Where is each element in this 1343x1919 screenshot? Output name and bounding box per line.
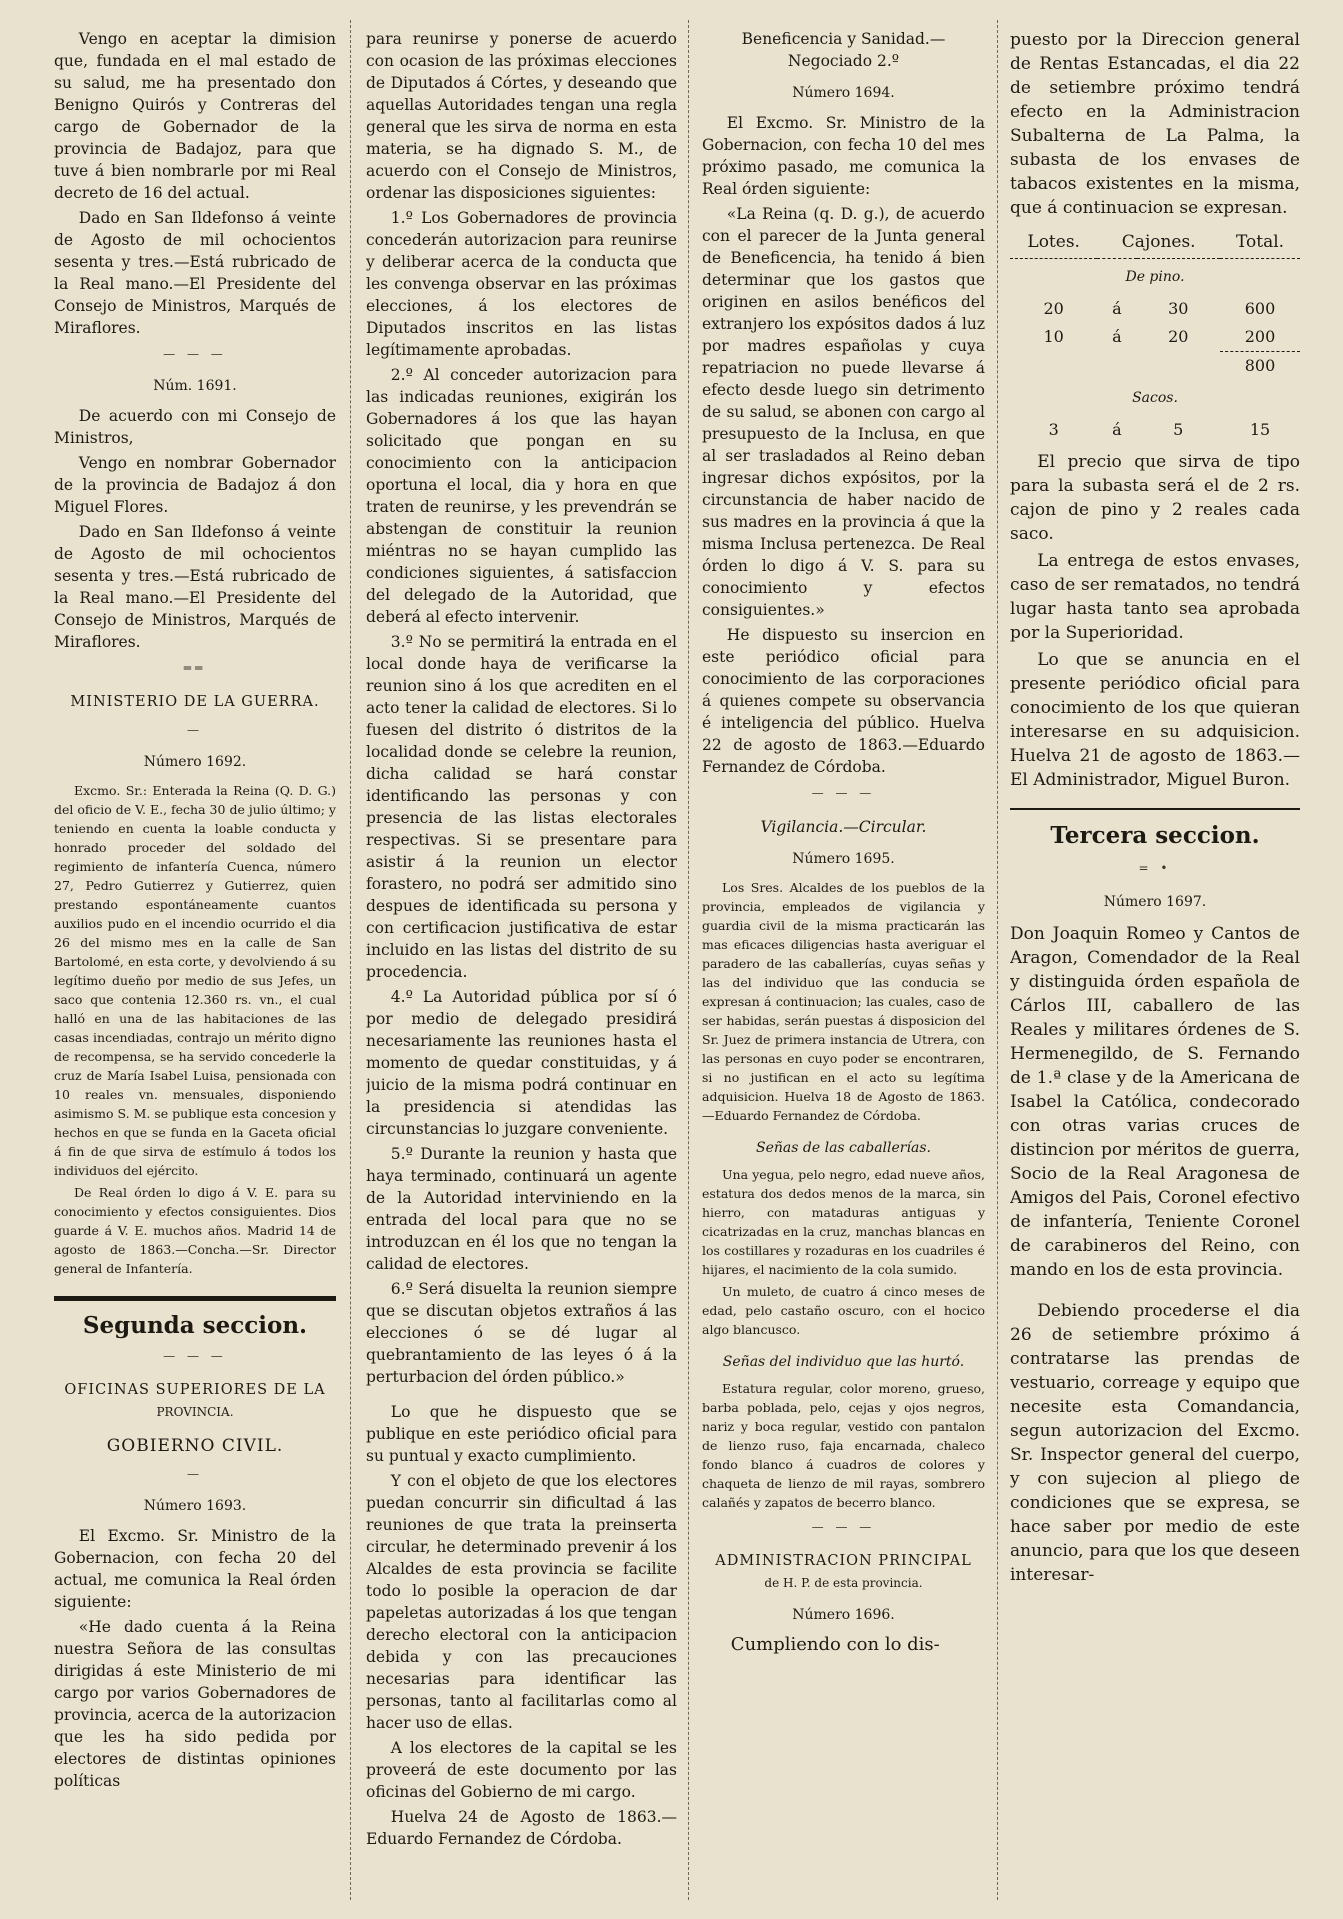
table-cell: 3 — [1048, 420, 1059, 439]
paragraph: Lo que se anuncia en el presente periódico oficial para conocimiento de los que quieran interesarse en su adquisicion. Huelva 21 de agosto de 1863.—El Administrador, Miguel Buron. — [1010, 650, 1300, 790]
paragraph: He dispuesto su insercion en este periódico oficial para conocimiento de las corporaciones á quienes compete su observancia é inteligencia del público. Huelva 22 de agosto de 1863.—Eduardo Fernandez de Córdoba. — [702, 626, 985, 776]
table-cell: 30 — [1168, 299, 1189, 318]
paragraph: Lo que he dispuesto que se publique en este periódico oficial para su puntual y exacto cumplimiento. — [366, 1403, 677, 1465]
article-number: Número 1696. — [792, 1607, 895, 1623]
paragraph: El Excmo. Sr. Ministro de la Gobernacion, con fecha 10 del mes próximo pasado, me comunica la Real órden siguiente: — [702, 114, 985, 198]
paragraph: «La Reina (q. D. g.), de acuerdo con el parecer de la Junta general de Beneficencia, ha tenido á bien determinar que los gastos que originen en asilos benéficos del extranjero los expósitos dados á luz por madres españolas y cuya repatriacion no puede llevarse á efecto desde luego sin detrimento de su salud, se abonen con cargo al presupuesto de la Inclusa, en que al ser trasladados al Reino deban ingresar dichos expósitos, por la circunstancia de haber nacido de sus madres en la provincia á que la misma Inclusa pertenezca. De Real órden lo digo á V. S. para su conocimiento y efectos consiguientes.» — [702, 205, 985, 619]
column-2 — [366, 28, 677, 1898]
office-subheading: PROVINCIA. — [156, 1405, 234, 1419]
column-divider — [350, 20, 352, 1900]
paragraph: De acuerdo con mi Consejo de Ministros, — [54, 407, 336, 447]
separator: = • — [1138, 861, 1172, 875]
paragraph: Los Sres. Alcaldes de los pueblos de la provincia, empleados de vigilancia y guardia civil de la misma practicarán las mas eficaces diligencias hasta averiguar el paradero de las caballerías, cuyas señas y las del individuo que las conducia se expresan á continuacion; las cuales, caso de ser habidas, serán puestas á disposicion del Sr. Juez de primera instancia de Utrera, con las personas en cuyo poder se encontraren, si no justifican en el acto su legítima adquisicion. Huelva 18 de Agosto de 1863.—Eduardo Fernandez de Córdoba. — [702, 880, 985, 1123]
paragraph: Don Joaquin Romeo y Cantos de Aragon, Comendador de la Real y distinguida órden española de Cárlos III, caballero de las Reales y militares órdenes de S. Hermenegildo, de S. Fernando de 1.ª clase y de la Americana de Isabel la Católica, condecorado con otras varias cruces de distincion por méritos de guerra, Socio de la Real Aragonesa de Amigos del Pais, Coronel efectivo de infantería, Teniente Coronel de carabineros del Reino, con mando en los de esta provincia. — [1010, 924, 1300, 1280]
separator: — — [187, 1467, 203, 1481]
paragraph: Debiendo procederse el dia 26 de setiembre próximo á contratarse las prendas de vestuario, correage y equipo que necesite esta Comandancia, segun autorizacion del Excmo. Sr. Inspector general del cuerpo, y con sujecion al pliego de condiciones que se expresa, se hace saber por medio de este anuncio, para que los que deseen interesar- — [1010, 1301, 1300, 1585]
paragraph: 5.º Durante la reunion y hasta que haya terminado, continuará un agente de la Autoridad interviniendo en la entrada del local para que no se introduzcan en él los que no tengan la calidad de electores. — [366, 1145, 677, 1273]
office-heading: OFICINAS SUPERIORES DE LA — [64, 1382, 326, 1398]
office-heading: ADMINISTRACION PRINCIPAL — [715, 1553, 972, 1569]
separator: ══ — [183, 661, 207, 675]
paragraph: 4.º La Autoridad pública por sí ó por medio de delegado presidirá necesariamente las reuniones hasta el momento de quedar constituidas, y á juicio de la misma podrá continuar en la presidencia si atendidas las circunstancias lo juzgare conveniente. — [366, 988, 677, 1138]
table-cell: 20 — [1168, 327, 1189, 347]
gobierno-heading: GOBIERNO CIVIL. — [106, 1436, 284, 1456]
separator: — — — — [811, 1520, 876, 1534]
paragraph: Estatura regular, color moreno, grueso, barba poblada, pelo, cejas y ojos negros, nariz y boca regular, vestido con pantalon de lienzo ruso, faja encarnada, chaleco fondo blanco á cuadros de colores y chaqueta de lienzo de mil rayas, sombrero calañés y zapatos de becerro blanco. — [702, 1381, 985, 1510]
paragraph: La entrega de estos envases, caso de ser rematados, no tendrá lugar hasta tanto sea aprobada por la Superioridad. — [1010, 551, 1300, 643]
section-title: Tercera seccion. — [1050, 822, 1260, 849]
table-header: Cajones. — [1097, 226, 1220, 259]
paragraph: Vengo en aceptar la dimision que, fundada en el mal estado de su salud, me ha presentado don Benigno Quirós y Contreras del cargo de Gobernador de la provincia de Badajoz, para que tuve á bien nombrarle por mi Real decreto de 16 del actual. — [54, 30, 336, 202]
separator: — — [187, 723, 203, 737]
subheading: Señas de las caballerías. — [756, 1140, 931, 1156]
paragraph: Un muleto, de cuatro á cinco meses de edad, pelo castaño oscuro, con el hocico algo blancusco. — [702, 1284, 985, 1337]
table-row — [1010, 295, 1300, 323]
separator: — — — — [163, 1349, 227, 1363]
paragraph: Dado en San Ildefonso á veinte de Agosto de mil ochocientos sesenta y tres.—Está rubricado de la Real mano.—El Presidente del Consejo de Ministros, Marqués de Miraflores. — [54, 209, 336, 337]
table-header: Total. — [1220, 226, 1300, 259]
paragraph: Excmo. Sr.: Enterada la Reina (Q. D. G.) del oficio de V. E., fecha 30 de julio último; y teniendo en cuenta la loable conducta y honrado proceder del soldado del regimiento de infantería Cuenca, número 27, Pedro Gutierrez y Gutierrez, quien prestando espontáneamente cuantos auxilios pudo en el incendio ocurrido el dia 26 del mismo mes en la calle de San Bartolomé, en esta corte, y devolviendo á su legítimo dueño por medio de sus Jefes, un saco que contenia 12.360 rs. vn., el cual halló en una de las habitaciones de las casas incendiadas, contrajo un mérito digno de recompensa, se ha servido concederle la cruz de María Isabel Luisa, pensionada con 10 reales vn. mensuales, disponiendo asimismo S. M. se publique esta concesion y hechos en que se funda en la Gaceta oficial á fin de que sirva de estímulo á todos los individuos del ejército. — [54, 783, 336, 1178]
table-cell: á — [1112, 299, 1122, 318]
paragraph: «He dado cuenta á la Reina nuestra Señora de las consultas dirigidas á este Ministerio de mi cargo por varios Gobernadores de provincia, acerca de la autorizacion que les ha sido pedida por electores de distintas opiniones políticas — [54, 1618, 336, 1790]
paragraph: De Real órden lo digo á V. E. para su conocimiento y efectos consiguientes. Dios guarde á V. E. muchos años. Madrid 14 de agosto de 1863.—Concha.—Sr. Director general de Infantería. — [54, 1185, 336, 1276]
separator: — — — — [811, 786, 876, 800]
table-row — [1010, 323, 1300, 352]
section-rule — [54, 1296, 336, 1301]
paragraph: El precio que sirva de tipo para la subasta será el de 2 rs. cajon de pino y 2 reales cada saco. — [1010, 452, 1300, 544]
column-4 — [1010, 28, 1300, 1898]
column-1 — [54, 28, 336, 1898]
paragraph: 3.º No se permitirá la entrada en el local donde haya de verificarse la reunion sino á los que acrediten en el acto tener la calidad de electores. Si lo fuesen del distrito ó distritos de la localidad donde se celebre la reunion, dicha calidad se hará constar identificando las personas y con presencia de las listas electorales respectivas. Si se presentare para asistir á la reunion un elector forastero, no podrá ser admitido sino despues de identificada su persona y con certificacion justificativa de estar incluido en las listas del distrito de su procedencia. — [366, 633, 677, 981]
table-cell: á — [1112, 420, 1122, 439]
article-number: Número 1693. — [143, 1498, 247, 1514]
paragraph: A los electores de la capital se les proveerá de este documento por las oficinas del Gobierno de mi cargo. — [366, 1739, 677, 1801]
paragraph: para reunirse y ponerse de acuerdo con ocasion de las próximas elecciones de Diputados á Córtes, y deseando que aquellas Autoridades tengan una regla general que les sirva de norma en esta materia, se ha dignado S. M., de acuerdo con el Consejo de Ministros, ordenar las disposiciones siguientes: — [366, 30, 677, 202]
paragraph: Una yegua, pelo negro, edad nueve años, estatura dos dedos menos de la marca, sin hierro, con mataduras antiguas y cicatrizadas en la cruz, manchas blancas en los costillares y rozaduras en los cuadriles é hijares, el nacimiento de la cola sumido. — [702, 1167, 985, 1277]
separator: — — — — [163, 347, 227, 361]
table-cell: 600 — [1244, 299, 1276, 318]
article-number: Número 1695. — [792, 851, 895, 867]
paragraph: Cumpliendo con lo dis- — [730, 1634, 940, 1655]
paragraph: El Excmo. Sr. Ministro de la Gobernacion, con fecha 20 del actual, me comunica la Real órden siguiente: — [54, 1527, 336, 1611]
table-cell: 15 — [1249, 420, 1271, 439]
paragraph: 6.º Será disuelta la reunion siempre que se discutan objetos extraños á las elecciones ó se dé lugar al quebrantamiento de las leyes ó á la perturbacion del órden público.» — [366, 1280, 677, 1386]
table-cell: 200 — [1244, 327, 1276, 346]
department-line: Beneficencia y Sanidad.—Negociado 2.º — [741, 30, 946, 70]
article-number: Número 1697. — [1103, 894, 1207, 910]
column-3 — [702, 28, 985, 1898]
article-number: Núm. 1691. — [153, 378, 237, 394]
article-number: Número 1692. — [143, 754, 247, 770]
paragraph: Vengo en nombrar Gobernador de la provincia de Badajoz á don Miguel Flores. — [54, 454, 336, 516]
circular-heading: Vigilancia.—Circular. — [760, 818, 927, 836]
table-cell: 10 — [1043, 327, 1064, 347]
table-header: Lotes. — [1010, 226, 1097, 259]
article-number: Número 1694. — [792, 85, 895, 101]
paragraph: Y con el objeto de que los electores puedan concurrir sin dificultad á las reuniones de que trata la preinserta circular, he determinado prevenir á los Alcaldes de esta provincia se facilite todo lo posible la operacion de dar papeletas autorizadas á los que tengan derecho electoral con la anticipacion debida y con las precauciones necesarias para identificar las personas, tanto al facilitarlas como al hacer uso de ellas. — [366, 1472, 677, 1732]
paragraph: puesto por la Direccion general de Rentas Estancadas, el dia 22 de setiembre próximo tendrá efecto en la Administracion Subalterna de La Palma, la subasta de los envases de tabacos existentes en la misma, que á continuacion se expresan. — [1010, 30, 1300, 218]
table-cell: 20 — [1043, 299, 1064, 318]
table-cell: 5 — [1173, 420, 1184, 439]
envases-table — [1010, 226, 1300, 444]
column-divider — [688, 20, 690, 1900]
table-row — [1010, 416, 1300, 444]
table-group: De pino. — [1125, 269, 1185, 285]
office-subheading: de H. P. de esta provincia. — [764, 1576, 923, 1590]
section-title: Segunda seccion. — [82, 1312, 308, 1339]
table-total: 800 — [1220, 352, 1300, 381]
column-divider — [997, 20, 999, 1900]
table-cell: á — [1112, 327, 1122, 347]
paragraph: 2.º Al conceder autorizacion para las indicadas reuniones, exigirán los Gobernadores á los que las hayan solicitado que pongan en su conocimiento con la anticipacion oportuna el local, dia y hora en que traten de reunirse, y les prevendrán se abstengan de constituir la reunion miéntras no se hayan cumplido las condiciones siguientes, á satisfaccion del delegado de la Autoridad, que deberá al efecto intervenir. — [366, 366, 677, 626]
subheading: Señas del individuo que las hurtó. — [722, 1354, 965, 1370]
table-group: Sacos. — [1132, 390, 1178, 406]
paragraph: 1.º Los Gobernadores de provincia concederán autorizacion para reunirse y deliberar acerca de la conducta que les convenga observar en las próximas elecciones, á los electores de Diputados inscritos en las listas legítimamente aprobadas. — [366, 209, 677, 359]
signature: Huelva 24 de Agosto de 1863.—Eduardo Fernandez de Córdoba. — [366, 1808, 677, 1848]
section-rule — [1010, 808, 1300, 810]
paragraph: Dado en San Ildefonso á veinte de Agosto de mil ochocientos sesenta y tres.—Está rubricado de la Real mano.—El Presidente del Consejo de Ministros, Marqués de Miraflores. — [54, 523, 336, 651]
section-heading: MINISTERIO DE LA GUERRA. — [70, 694, 320, 710]
